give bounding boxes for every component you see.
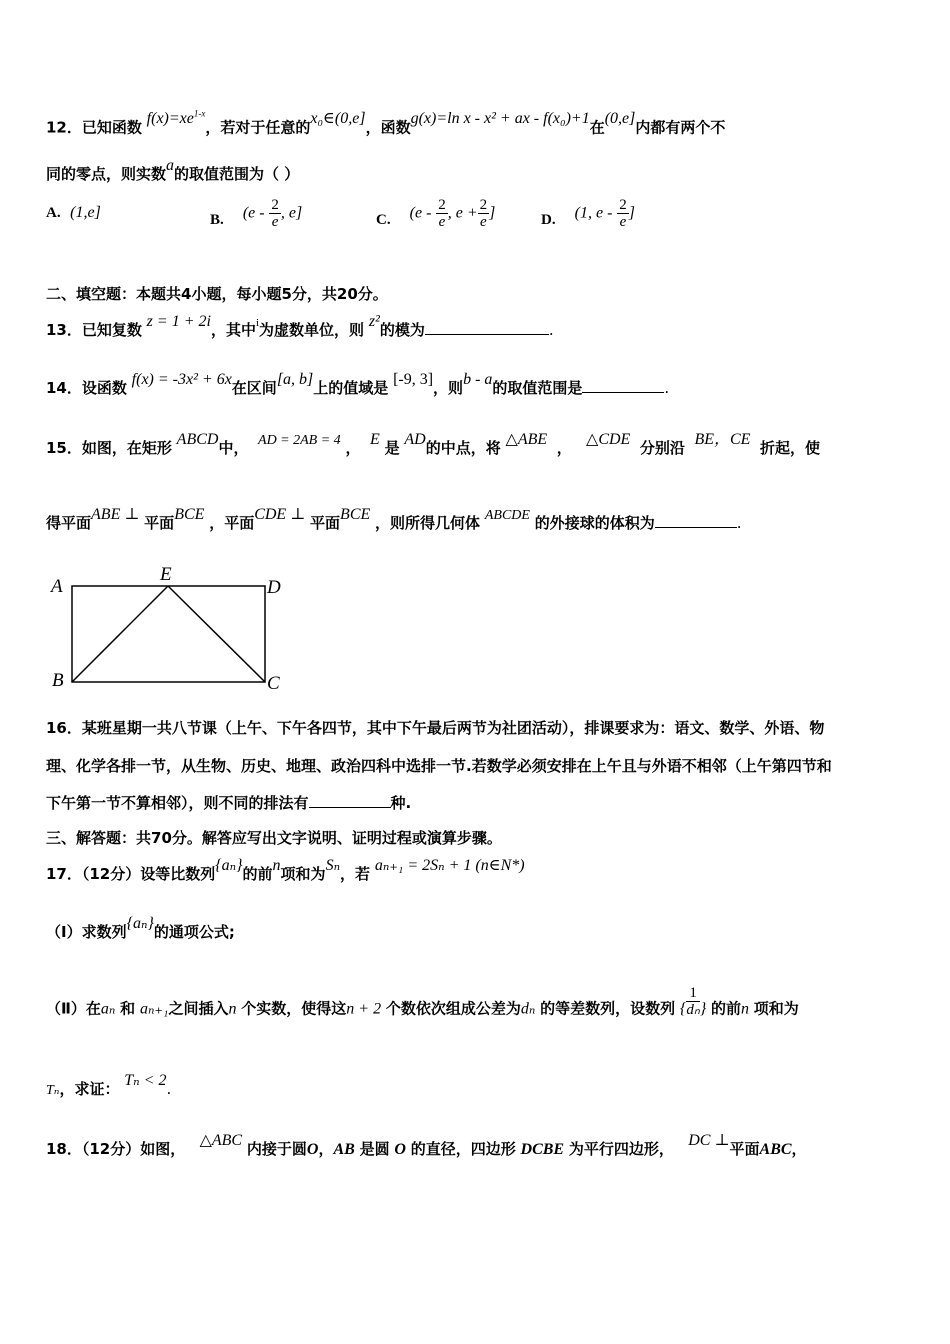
q16-line3: 下午第一节不算相邻），则不同的排法有 种.: [46, 794, 412, 812]
q17-part2-line2: Tₙ，求证： Tₙ < 2.: [46, 1072, 172, 1098]
q18-stem: 18．（12分）如图， △ABC 内接于圆O，AB 是圆 O 的直径，四边形 DCBE 为平行四边形， DC ⊥平面ABC，: [46, 1132, 807, 1158]
section-2-heading: 二、填空题：本题共4小题，每小题5分，共20分。: [46, 285, 388, 303]
q12-option-d: D. (1, e - $\frac{2}{e}$ ]: [541, 197, 635, 230]
q12-option-a: A. (1,e]: [46, 204, 101, 221]
q12-line1: 12．已知函数 $f(x)=xe^{1-x}$，若对于任意的x₀∈(0,e]，函数g(x)=ln x - x² + ax - f(x₀)+1在(0,e]内都有两个不: [46, 109, 726, 137]
rectangle-abcd: [72, 586, 265, 682]
q17-stem: 17．（12分）设等比数列{aₙ}的前n项和为Sₙ，若 aₙ₊₁ = 2Sₙ + 1 (n∈N*): [46, 857, 525, 883]
q12-f-def: $f(x)=xe^{1-x}$: [146, 109, 206, 128]
q15-rectangle-figure: [40, 560, 300, 695]
q12-g-def: g(x)=ln x - x² + ax - f(x₀)+1: [410, 110, 590, 128]
q12-line2: 同的零点，则实数a的取值范围为（ ）: [46, 157, 300, 183]
segment-be: [72, 586, 168, 682]
label-d: D: [267, 577, 281, 598]
q14-answer-blank: [582, 378, 664, 393]
section-3-heading: 三、解答题：共70分。解答应写出文字说明、证明过程或演算步骤。: [46, 829, 502, 847]
q15-answer-blank: [655, 513, 737, 528]
q16-line1: 16．某班星期一共八节课（上午、下午各四节，其中下午最后两节为社团活动），排课要求为：语文、数学、外语、物: [46, 719, 825, 737]
q13-answer-blank: [425, 320, 549, 335]
q14: 14．设函数 f(x) = -3x² + 6x在区间[a, b]上的值域是 [-9, 3]，则b - a的取值范围是 .: [46, 371, 670, 397]
q17-part1: （Ⅰ）求数列{aₙ}的通项公式;: [46, 915, 235, 941]
label-e: E: [160, 564, 172, 585]
q12-option-b: B. (e - $\frac{2}{e}$ , e]: [210, 197, 303, 230]
q15-line1: 15．如图，在矩形 ABCD中， AD = 2AB = 4 ， E 是 AD的中点，将 △ABE ， △CDE 分别沿 BE，CE 折起，使: [46, 431, 820, 457]
q13: 13．已知复数 z = 1 + 2i，其中$^i$为虚数单位，则 z²的模为 .: [46, 313, 554, 339]
q16-answer-blank: [309, 793, 391, 808]
label-a: A: [51, 576, 63, 597]
q12-number: 12．: [46, 118, 82, 137]
q16-line2: 理、化学各排一节，从生物、历史、地理、政治四科中选排一节.若数学必须安排在上午且与外语不相邻（上午第四节和: [46, 757, 832, 775]
q12-option-c: C. (e - $\frac{2}{e}$ , e + $\frac{2}{e}$ ]: [376, 197, 496, 230]
label-b: B: [52, 670, 64, 691]
segment-ec: [168, 586, 265, 682]
q17-part2: （Ⅱ）在aₙ 和 aₙ₊₁之间插入n 个实数，使得这n + 2 个数依次组成公差为dₙ 的等差数列，设数列 { $\frac{1}{\text{dₙ}}$ } 的前n 项和为: [46, 985, 799, 1018]
q15-line2: 得平面ABE ⊥ 平面BCE ，平面CDE ⊥ 平面BCE ，则所得几何体 ABCDE 的外接球的体积为 .: [46, 506, 742, 532]
label-c: C: [267, 673, 280, 694]
